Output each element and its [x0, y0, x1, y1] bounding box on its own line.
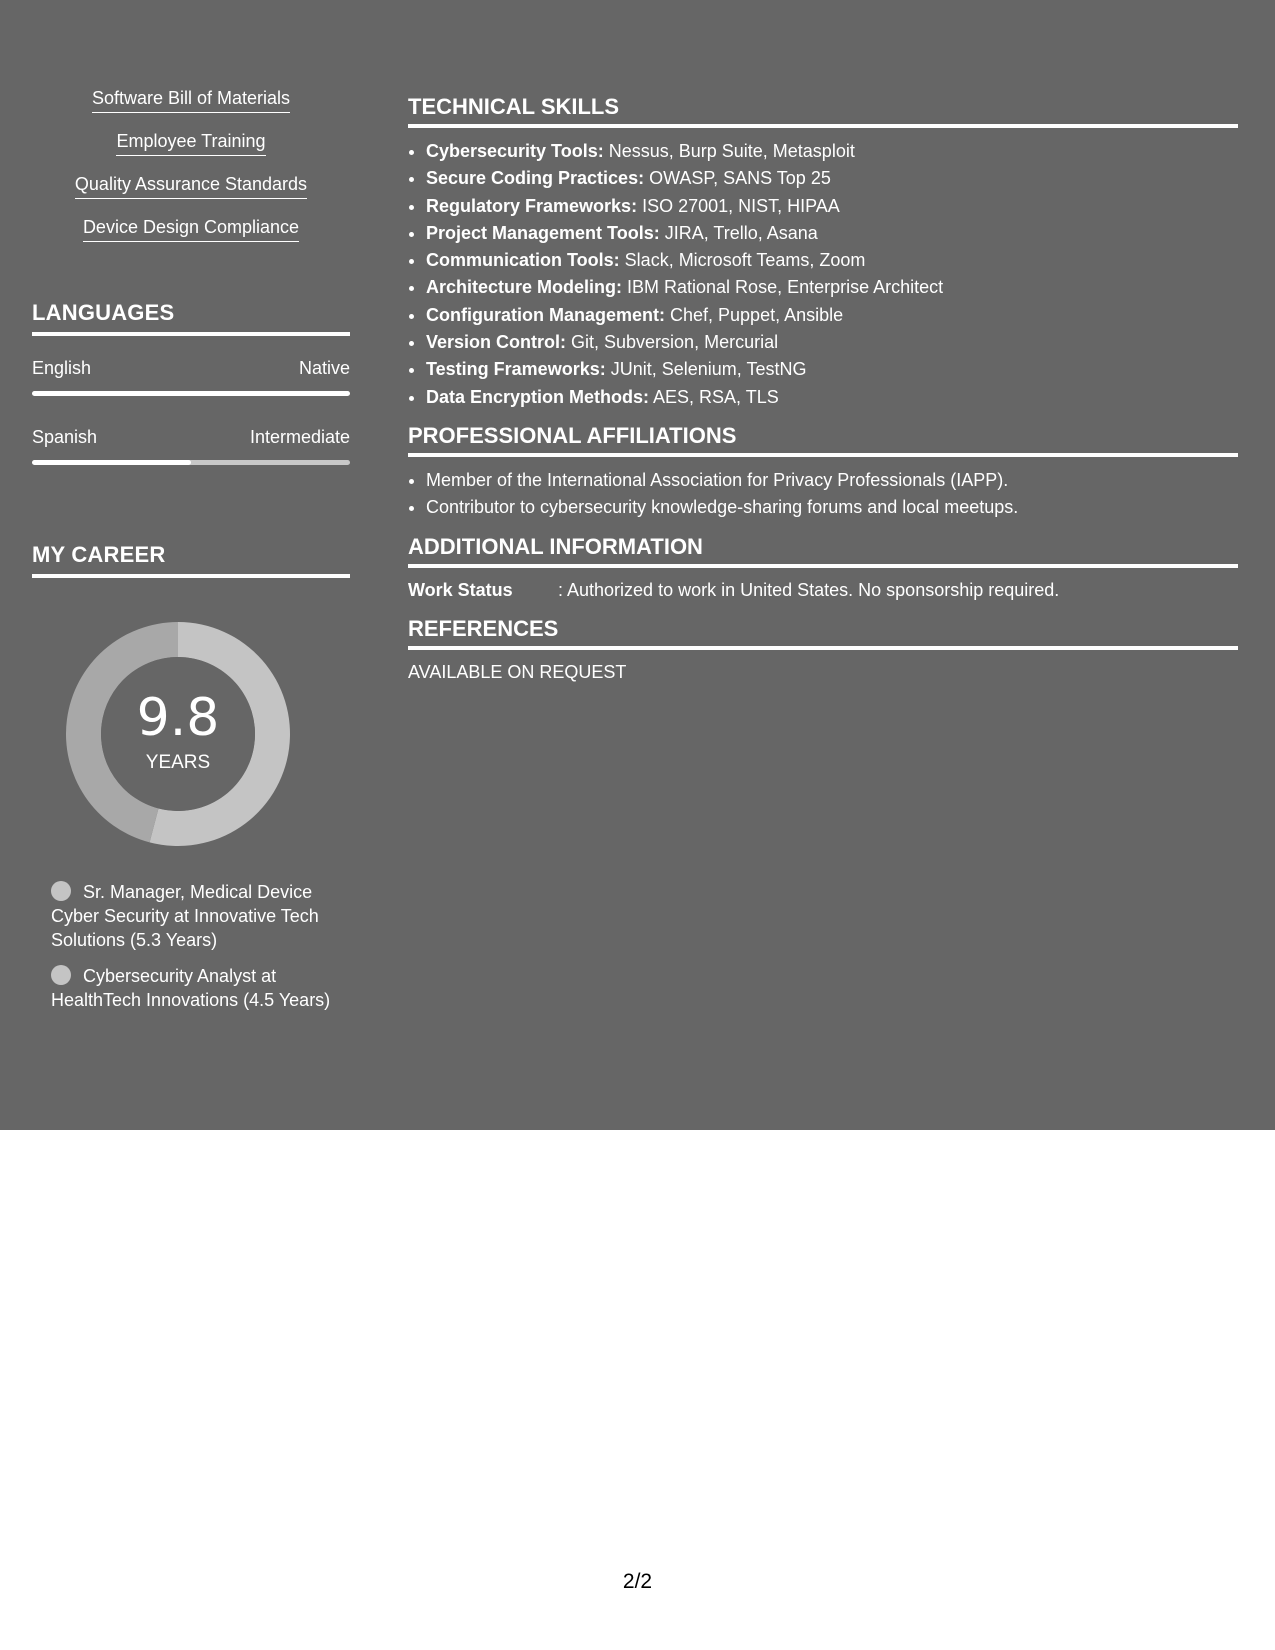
technical-skills-heading: TECHNICAL SKILLS [408, 94, 1238, 128]
page-number: 2/2 [622, 1570, 653, 1593]
skill-key: Data Encryption Methods: [426, 386, 650, 407]
skill-key: Configuration Management: [426, 304, 665, 325]
language-proficiency-fill [32, 460, 191, 465]
language-name: Spanish [32, 427, 98, 447]
list-item [426, 274, 1238, 301]
skill-value: Slack, Microsoft Teams, Zoom [619, 250, 866, 271]
skill-tags [32, 86, 350, 258]
list-item [426, 247, 1238, 274]
legend-dot-icon [51, 965, 71, 985]
legend-dot-icon [51, 881, 71, 901]
career-heading: MY CAREER [32, 542, 350, 578]
career-item-label: Sr. Manager, Medical Device Cyber Security at Innovative Tech Solutions (5.3 Years) [51, 882, 319, 950]
technical-skills-list [408, 138, 1238, 411]
affiliations-heading: PROFESSIONAL AFFILIATIONS [408, 423, 1238, 457]
skill-key: Architecture Modeling: [426, 277, 623, 298]
career-list [51, 880, 341, 1024]
skill-key: Communication Tools: [426, 250, 620, 271]
list-item [426, 329, 1238, 356]
skill-value: OWASP, SANS Top 25 [644, 168, 831, 189]
work-status-value: : Authorized to work in United States. No sponsorship required. [558, 579, 1060, 600]
references-text: AVAILABLE ON REQUEST [408, 661, 627, 682]
skill-key: Cybersecurity Tools: [426, 141, 604, 161]
skill-tag: Quality Assurance Standards [75, 172, 307, 199]
language-proficiency-bar [32, 391, 350, 396]
list-item [426, 193, 1238, 220]
list-item [426, 165, 1238, 192]
career-item [51, 880, 341, 952]
skill-key: Testing Frameworks: [426, 359, 606, 380]
left-column [32, 86, 350, 1010]
language-level: Intermediate [249, 427, 350, 447]
list-item: • Member of the International Association for Privacy Professionals (IAPP). [426, 467, 1238, 494]
career-item [51, 964, 341, 1012]
language-level: Native [298, 358, 350, 378]
career-total-value: 9.8 [136, 688, 220, 748]
list-item [426, 220, 1238, 247]
career-item-label: Cybersecurity Analyst at HealthTech Innovations (4.5 Years) [51, 966, 331, 1010]
skill-key: Regulatory Frameworks: [426, 195, 638, 216]
skill-tag: Software Bill of Materials [92, 86, 290, 113]
language-name: English [32, 358, 92, 378]
skill-key: Version Control: [426, 332, 567, 353]
additional-info-heading: ADDITIONAL INFORMATION [408, 534, 1238, 568]
list-item: • Contributor to cybersecurity knowledge-sharing forums and local meetups. [426, 494, 1238, 521]
skill-value: JUnit, Selenium, TestNG [605, 359, 807, 380]
languages-heading: LANGUAGES [32, 300, 350, 336]
work-status-row [408, 578, 1238, 602]
skill-value: IBM Rational Rose, Enterprise Architect [622, 277, 944, 298]
career-donut-chart [66, 622, 290, 846]
list-item [426, 384, 1238, 411]
affiliations-list [408, 467, 1238, 522]
career-total-unit: YEARS [145, 752, 211, 773]
work-status-label: Work Status [408, 579, 513, 600]
list-item [426, 302, 1238, 329]
list-item [426, 356, 1238, 383]
skill-value: Chef, Puppet, Ansible [665, 304, 844, 325]
skill-value: JIRA, Trello, Asana [659, 222, 818, 243]
skill-value: AES, RSA, TLS [649, 386, 779, 407]
skill-tag: Employee Training [116, 129, 265, 156]
skill-key: Secure Coding Practices: [426, 168, 645, 189]
language-proficiency-fill [32, 391, 350, 396]
list-item [426, 138, 1238, 165]
skill-key: Project Management Tools: [426, 222, 660, 243]
skill-value: ISO 27001, NIST, HIPAA [637, 195, 840, 216]
skill-tag: Device Design Compliance [83, 215, 299, 242]
right-column [408, 94, 1238, 684]
language-proficiency-bar [32, 460, 350, 465]
references-heading: REFERENCES [408, 616, 1238, 650]
skill-value: Nessus, Burp Suite, Metasploit [603, 141, 855, 161]
skill-value: Git, Subversion, Mercurial [566, 332, 779, 353]
